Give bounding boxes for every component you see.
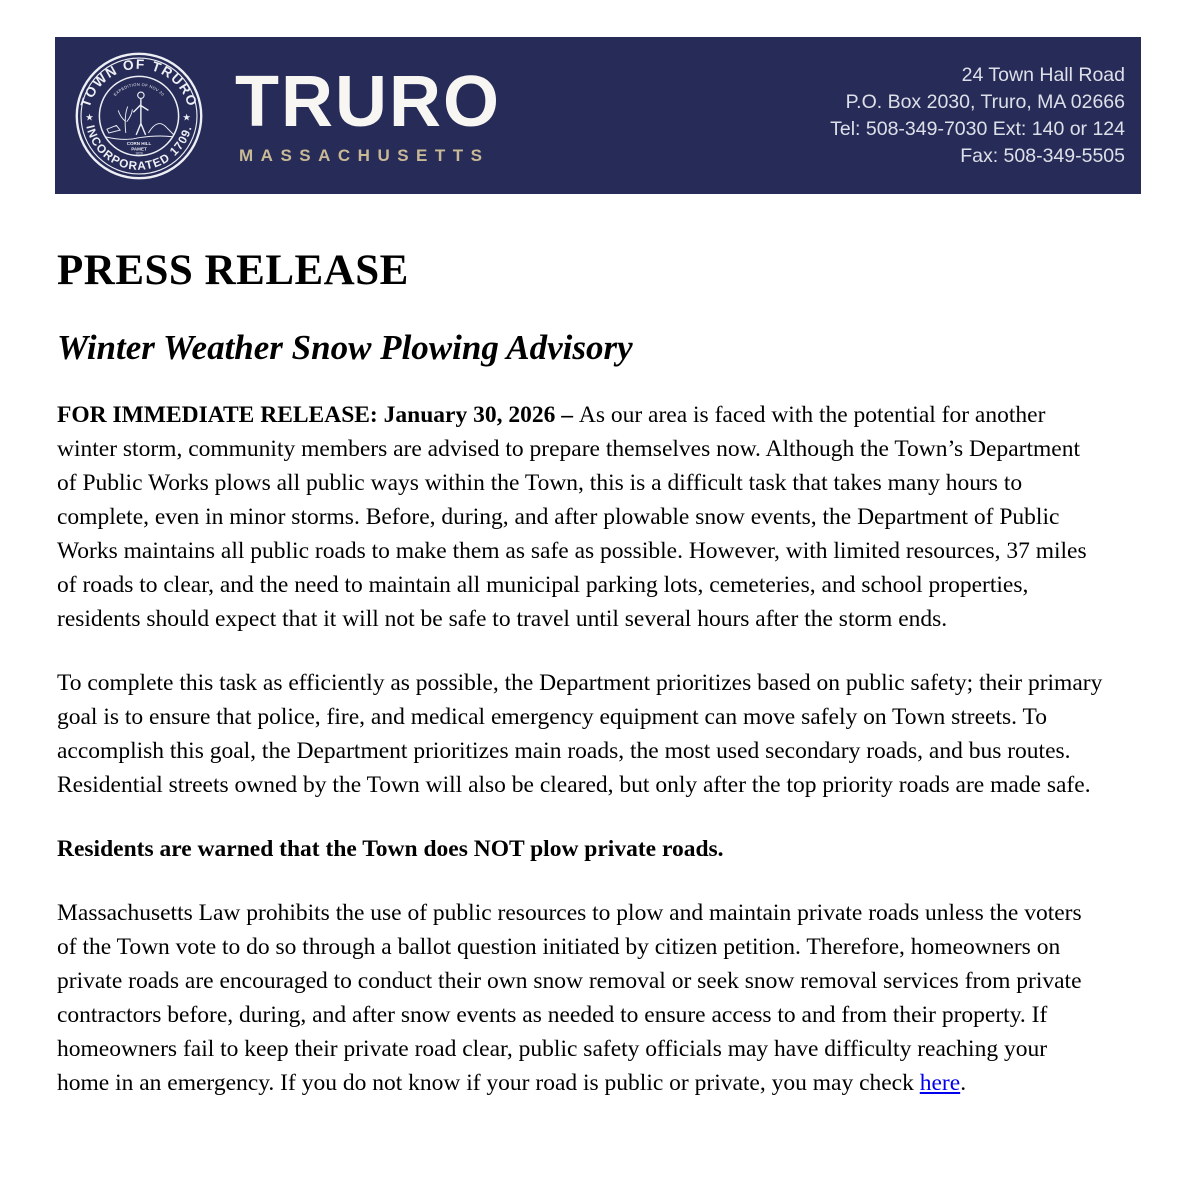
- seal-pamet-text: PAMET: [131, 146, 147, 152]
- contact-info-block: [830, 62, 1125, 170]
- town-logotype: [235, 61, 501, 166]
- seal-scene-illustration: [105, 92, 174, 139]
- paragraph-prioritization: To complete this task as efficiently as possible, the Department prioritizes based on public safety; their primary goal is to ensure that police, fire, and medical emergency equipment can move safely on Town streets. To accomplish this goal, the Department prioritizes main roads, the most used secondary roads, and bus routes. Residential streets owned by the Town will also be cleared, but only after the top priority roads are made safe.: [57, 670, 1103, 798]
- town-name: TRURO: [235, 61, 501, 142]
- contact-tel-line: Tel: 508-349-7030 Ext: 140 or 124: [830, 117, 1125, 140]
- contact-address-line: 24 Town Hall Road: [961, 63, 1125, 86]
- contact-fax-line: Fax: 508-349-5505: [960, 144, 1125, 167]
- svg-text:EXPEDITION OF NOV 20: [112, 81, 165, 96]
- warning-statement: Residents are warned that the Town does NOT plow private roads.: [57, 836, 724, 862]
- paragraph-immediate-release: [57, 398, 1103, 636]
- paragraph-immediate-release-text: As our area is faced with the potential for another winter storm, community members are advised to prepare themselves now. Although the Town’s Department of Public Works plows all public ways within the Town, this is a difficult task that takes many hours to complete, even in minor storms. Before, during, and after plowable snow events, the Department of Public Works maintains all public roads to make them as safe as possible. However, with limited resources, 37 miles of roads to clear, and the need to maintain all municipal parking lots, cemeteries, and school properties, residents should expect that it will not be safe to travel until several hours after the storm ends.: [57, 402, 1087, 632]
- seal-corn-hill-text: CORN HILL: [126, 140, 152, 146]
- seal-year-text: 1620: [135, 151, 143, 156]
- seal-inner-arc-text: EXPEDITION OF NOV 20: [112, 81, 166, 97]
- here-link[interactable]: here: [919, 1070, 961, 1096]
- sentence-period: .: [960, 1070, 967, 1096]
- paragraph-private-roads-text: Massachusetts Law prohibits the use of public resources to plow and maintain private roads unless the voters of the Town vote to do so through a ballot question initiated by citizen petition. Therefore, homeowners on private roads are encouraged to conduct their own snow removal or seek snow removal services from private contractors before, during, and after snow events as needed to ensure access to and from their property. If homeowners fail to keep their private road clear, public safety officials may have difficulty reaching your home in an emergency. If you do not know if your road is public or private, you may check: [57, 900, 1082, 1096]
- document-subtitle: Winter Weather Snow Plowing Advisory: [57, 328, 633, 367]
- release-date-lead: FOR IMMEDIATE RELEASE: January 30, 2026 –: [57, 402, 579, 428]
- seal-star-left-icon: ★: [85, 111, 94, 123]
- document-body: [57, 194, 1103, 1100]
- town-seal-icon: [73, 50, 205, 182]
- paragraph-private-roads: [57, 896, 1103, 1100]
- seal-bottom-text: INCORPORATED 1709.: [83, 123, 195, 173]
- page-title: PRESS RELEASE: [57, 247, 409, 294]
- letterhead-banner: [55, 37, 1141, 194]
- seal-star-right-icon: ★: [182, 111, 191, 123]
- contact-pobox-line: P.O. Box 2030, Truro, MA 02666: [845, 90, 1125, 113]
- state-name: MASSACHUSETTS: [239, 145, 490, 165]
- seal-top-text: TOWN OF TRURO: [77, 56, 201, 109]
